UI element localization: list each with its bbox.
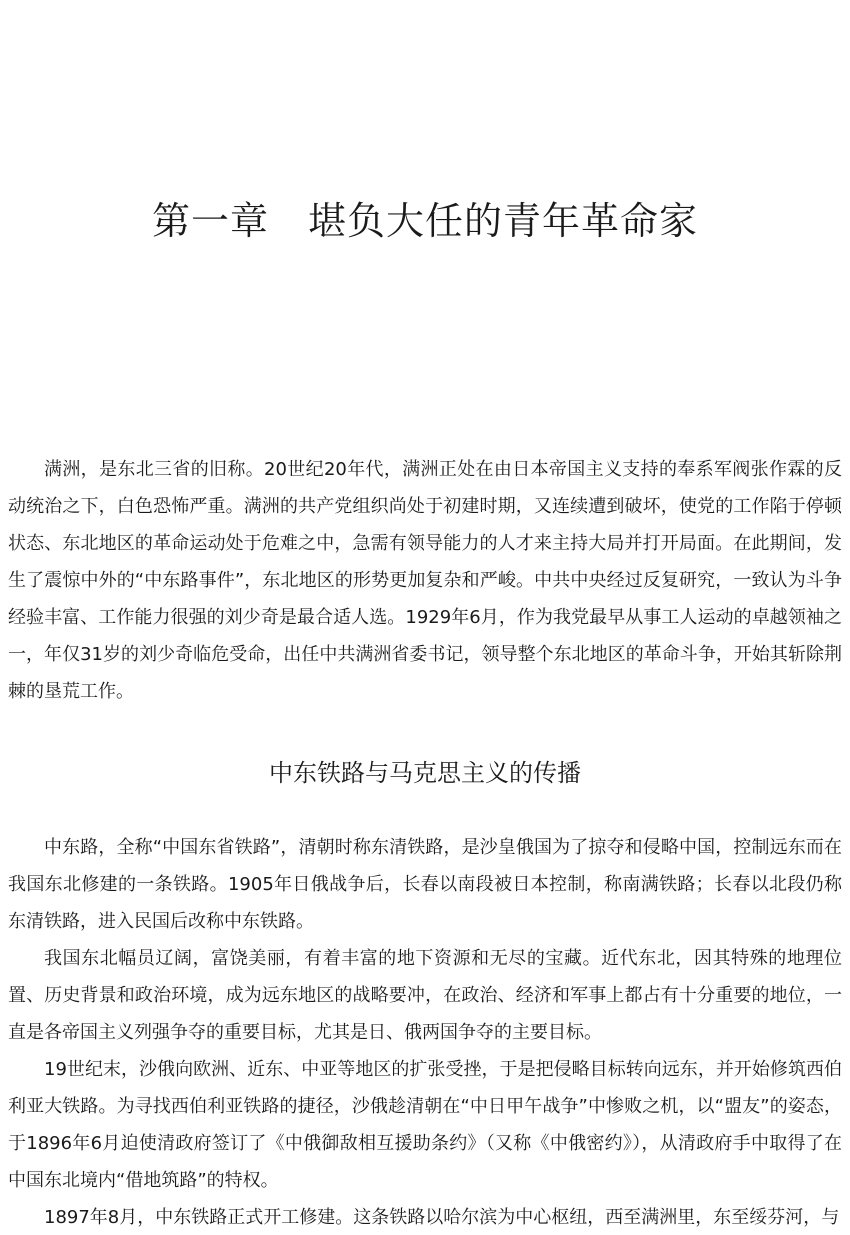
body-paragraph: 19世纪末，沙俄向欧洲、近东、中亚等地区的扩张受挫，于是把侵略目标转向远东，并开始修筑西伯利亚大铁路。为寻找西伯利亚铁路的捷径，沙俄趁清朝在“中日甲午战争”中惨败之机，以“盟友”的姿态，于1896年6月迫使清政府签订了《中俄御敌相互援助条约》（又称《中俄密约》），从清政府手中取得了在中国东北境内“借地筑路”的特权。	[8, 1059, 842, 1191]
intro-text	[8, 451, 842, 710]
section-heading: 中东铁路与马克思主义的传播	[269, 759, 581, 787]
chapter-title: 第一章 堪负大任的青年革命家	[151, 199, 698, 243]
body-paragraph: 1897年8月，中东铁路正式开工修建。这条铁路以哈尔滨为中心枢纽，西至满洲里，东至绥芬河，与	[44, 1207, 840, 1228]
intro-paragraph: 满洲，是东北三省的旧称。20世纪20年代，满洲正处在由日本帝国主义支持的奉系军阀张作霖的反动统治之下，白色恐怖严重。满洲的共产党组织尚处于初建时期，又连续遭到破坏，使党的工作陷于停顿状态、东北地区的革命运动处于危难之中，急需有领导能力的人才来主持大局并打开局面。在此期间，发生了震惊中外的“中东路事件”，东北地区的形势更加复杂和严峻。中共中央经过反复研究，一致认为斗争经验丰富、工作能力很强的刘少奇是最合适人选。1929年6月，作为我党最早从事工人运动的卓越领袖之一，年仅31岁的刘少奇临危受命，出任中共满洲省委书记，领导整个东北地区的革命斗争，开始其斩除荆棘的垦荒工作。	[8, 459, 842, 702]
body-paragraph: 中东路，全称“中国东省铁路”，清朝时称东清铁路，是沙皇俄国为了掠夺和侵略中国，控制远东而在我国东北修建的一条铁路。1905年日俄战争后，长春以南段被日本控制，称南满铁路；长春以北段仍称东清铁路，进入民国后改称中东铁路。	[8, 837, 842, 932]
body-paragraph: 我国东北幅员辽阔，富饶美丽，有着丰富的地下资源和无尽的宝藏。近代东北，因其特殊的地理位置、历史背景和政治环境，成为远东地区的战略要冲，在政治、经济和军事上都占有十分重要的地位，一直是各帝国主义列强争夺的重要目标，尤其是日、俄两国争夺的主要目标。	[8, 948, 842, 1043]
section-body	[8, 829, 842, 1235]
